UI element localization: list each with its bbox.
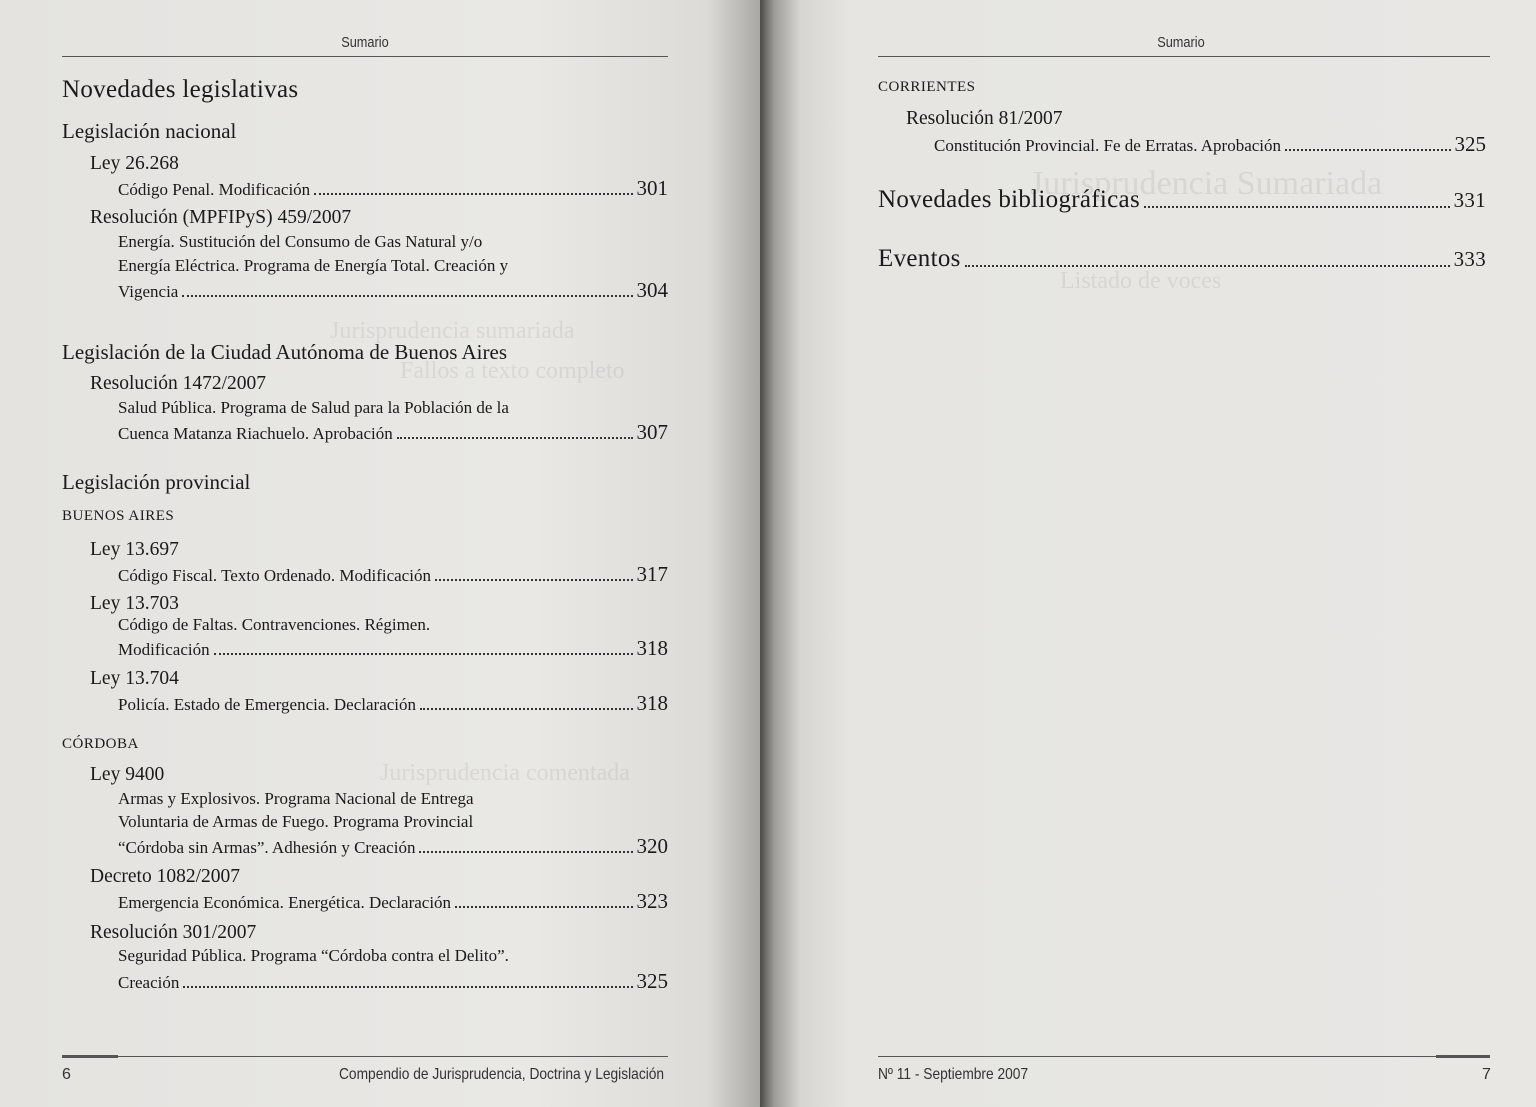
- header-rule-left: [62, 56, 668, 57]
- left-page: [0, 0, 760, 1107]
- law-title: Ley 13.704: [90, 668, 179, 689]
- toc-entry: [118, 278, 668, 303]
- toc-entry: [118, 176, 668, 201]
- entry-description: Energía. Sustitución del Consumo de Gas Natural y/o: [118, 232, 483, 251]
- law-title: Ley 13.703: [90, 593, 179, 614]
- dotted-leader-icon: [397, 437, 633, 439]
- toc-entry: [118, 636, 668, 661]
- entry-description: Voluntaria de Armas de Fuego. Programa Provincial: [118, 812, 474, 831]
- law-title: Resolución 1472/2007: [90, 373, 267, 394]
- page-number: 307: [636, 420, 668, 444]
- entry-description: Emergencia Económica. Energética. Declaración: [118, 893, 452, 912]
- entry-description: Salud Pública. Programa de Salud para la Población de la: [118, 398, 509, 417]
- page-number: 325: [636, 969, 668, 993]
- entry-description: Armas y Explosivos. Programa Nacional de Entrega: [118, 789, 474, 808]
- show-through-text: Fallos a texto completo: [400, 358, 625, 384]
- footer-issue: Nº 11 - Septiembre 2007: [878, 1066, 1029, 1083]
- section-title: Eventos: [878, 245, 961, 272]
- dotted-leader-icon: [965, 265, 1450, 267]
- entry-description: “Córdoba sin Armas”. Adhesión y Creación: [118, 838, 416, 857]
- entry-description: Cuenca Matanza Riachuelo. Aprobación: [118, 424, 393, 443]
- page-number: 304: [636, 278, 668, 302]
- law-title: Ley 9400: [90, 764, 165, 785]
- footer-rule-left: [62, 1056, 668, 1057]
- entry-description: Policía. Estado de Emergencia. Declaración: [118, 695, 417, 714]
- footer-rule-accent-right: [1436, 1055, 1490, 1058]
- entry-description: Código Penal. Modificación: [118, 180, 311, 199]
- page-number: 317: [636, 562, 668, 586]
- dotted-leader-icon: [435, 579, 633, 581]
- toc-section-entry: [878, 245, 1486, 273]
- page-number: 331: [1453, 188, 1486, 212]
- show-through-text: Jurisprudencia sumariada: [330, 318, 575, 344]
- dotted-leader-icon: [1144, 206, 1450, 208]
- page-number: 325: [1454, 132, 1486, 156]
- footer-rule-accent-left: [62, 1055, 118, 1058]
- group-heading: Legislación nacional: [62, 119, 237, 143]
- running-head-right: Sumario: [1157, 34, 1205, 51]
- province-heading: BUENOS AIRES: [62, 508, 175, 524]
- toc-entry: [118, 889, 668, 914]
- entry-description: Seguridad Pública. Programa “Córdoba contra el Delito”.: [118, 946, 509, 965]
- footer-publication-title: Compendio de Jurisprudencia, Doctrina y Legislación: [339, 1066, 665, 1083]
- right-page: [760, 0, 1536, 1107]
- law-title: Ley 13.697: [90, 539, 179, 560]
- show-through-text: Jurisprudencia Sumariada: [1030, 165, 1383, 202]
- entry-description: Constitución Provincial. Fe de Erratas. Aprobación: [934, 136, 1282, 155]
- footer-rule-right: [878, 1056, 1490, 1057]
- show-through-text: Jurisprudencia comentada: [380, 760, 630, 786]
- toc-entry: [118, 691, 668, 716]
- province-heading: CÓRDOBA: [62, 736, 139, 752]
- header-rule-right: [878, 56, 1490, 57]
- dotted-leader-icon: [455, 906, 632, 908]
- dotted-leader-icon: [182, 295, 632, 297]
- law-title: Resolución 81/2007: [906, 108, 1063, 129]
- law-title: Ley 26.268: [90, 153, 179, 174]
- page-number: 320: [636, 834, 668, 858]
- footer-page-number-right: 7: [1482, 1066, 1491, 1083]
- entry-description: Código Fiscal. Texto Ordenado. Modificación: [118, 566, 431, 585]
- entry-description: Modificación: [118, 640, 210, 659]
- section-title: Novedades bibliográficas: [878, 186, 1140, 213]
- entry-description: Creación: [118, 973, 180, 992]
- page-number: 323: [636, 889, 668, 913]
- group-heading: Legislación de la Ciudad Autónoma de Buenos Aires: [62, 340, 507, 364]
- show-through-text: Listado de voces: [1060, 268, 1222, 294]
- running-head-left: Sumario: [341, 34, 389, 51]
- footer-page-number-left: 6: [62, 1066, 71, 1083]
- province-heading: CORRIENTES: [878, 79, 976, 95]
- entry-description: Código de Faltas. Contravenciones. Régimen.: [118, 615, 431, 634]
- toc-section-entry: [878, 186, 1486, 214]
- page-number: 318: [636, 691, 668, 715]
- toc-entry: [118, 420, 668, 445]
- dotted-leader-icon: [420, 708, 632, 710]
- dotted-leader-icon: [1285, 149, 1450, 151]
- page-number: 301: [636, 176, 668, 200]
- dotted-leader-icon: [214, 653, 633, 655]
- page-number: 318: [636, 636, 668, 660]
- toc-entry: [118, 562, 668, 587]
- dotted-leader-icon: [419, 851, 632, 853]
- entry-description: Vigencia: [118, 282, 179, 301]
- dotted-leader-icon: [314, 193, 632, 195]
- law-title: Resolución (MPFIPyS) 459/2007: [90, 207, 352, 228]
- dotted-leader-icon: [183, 986, 632, 988]
- law-title: Decreto 1082/2007: [90, 866, 241, 887]
- page-number: 333: [1453, 247, 1486, 271]
- group-heading: Legislación provincial: [62, 470, 251, 494]
- entry-description: Energía Eléctrica. Programa de Energía Total. Creación y: [118, 256, 509, 275]
- law-title: Resolución 301/2007: [90, 922, 257, 943]
- section-title: Novedades legislativas: [62, 76, 299, 103]
- toc-entry: [934, 132, 1486, 157]
- toc-entry: [118, 969, 668, 994]
- toc-entry: [118, 834, 668, 859]
